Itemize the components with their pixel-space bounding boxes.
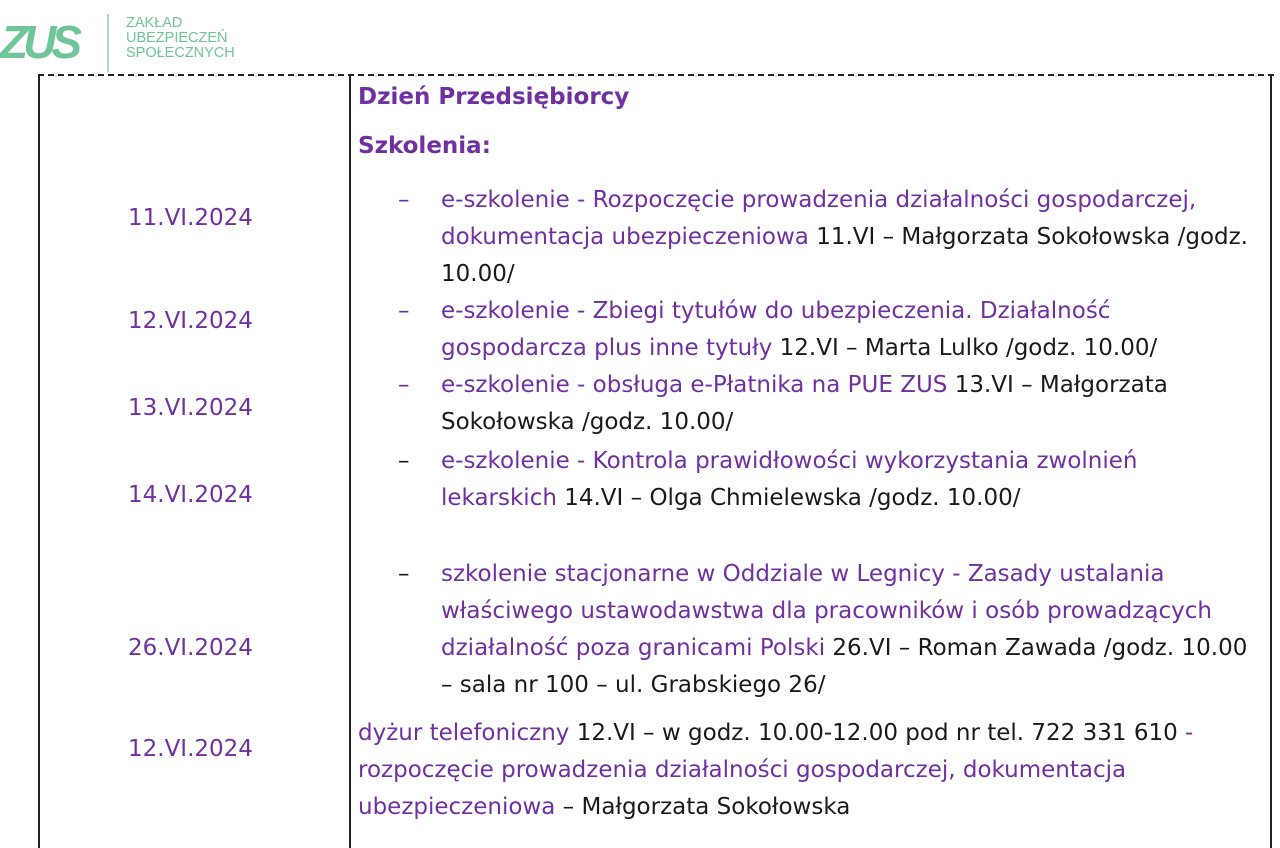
dash-bullet: – xyxy=(398,448,410,474)
section-subtitle: Szkolenia: xyxy=(358,133,491,159)
zus-logo-text xyxy=(126,16,235,61)
date-cell: 11.VI.2024 xyxy=(128,205,253,231)
phone-duty-details: 12.VI – w godz. 10.00-12.00 pod nr tel. 722 331 610 xyxy=(569,720,1186,746)
dash-bullet: – xyxy=(398,372,410,398)
phone-duty-label: dyżur telefoniczny xyxy=(358,720,570,746)
training-item xyxy=(398,182,1258,293)
training-topic: e-szkolenie - obsługa e-Płatnika na PUE ZUS xyxy=(441,372,948,398)
table-top-border xyxy=(38,74,1274,76)
logo-line-1: ZAKŁAD xyxy=(126,15,183,31)
training-item xyxy=(398,443,1258,517)
training-details: 13.VI – Małgorzata Sokołowska /godz. 10.00/ xyxy=(441,372,1168,435)
dash-bullet: – xyxy=(398,561,410,587)
date-cell: 12.VI.2024 xyxy=(128,736,253,762)
date-cell: 14.VI.2024 xyxy=(128,482,253,508)
header xyxy=(0,0,1280,74)
training-details: 14.VI – Olga Chmielewska /godz. 10.00/ xyxy=(556,485,1021,511)
training-topic: e-szkolenie - Rozpoczęcie prowadzenia działalności gospodarczej, dokumentacja ubezpieczeniowa xyxy=(441,187,1197,250)
logo-line-2: UBEZPIECZEŃ xyxy=(126,30,228,46)
training-details: 11.VI – Małgorzata Sokołowska /godz. 10.00/ xyxy=(441,224,1248,287)
training-details: 12.VI – Marta Lulko /godz. 10.00/ xyxy=(772,335,1158,361)
logo-line-3: SPOŁECZNYCH xyxy=(126,45,235,61)
table-column-divider xyxy=(349,74,351,848)
table-right-border xyxy=(1270,74,1272,848)
date-cell: 12.VI.2024 xyxy=(128,308,253,334)
training-item xyxy=(398,293,1258,367)
training-topic: e-szkolenie - Zbiegi tytułów do ubezpieczenia. Działalność gospodarcza plus inne tytuły xyxy=(441,298,1111,361)
training-details: 26.VI – Roman Zawada /godz. 10.00 – sala nr 100 – ul. Grabskiego 26/ xyxy=(441,635,1248,698)
training-topic: e-szkolenie - Kontrola prawidłowości wykorzystania zwolnień lekarskich xyxy=(441,448,1138,511)
table-left-border xyxy=(38,74,40,848)
dash-bullet: – xyxy=(398,298,410,324)
date-cell: 13.VI.2024 xyxy=(128,395,253,421)
phone-duty-person: – Małgorzata Sokołowska xyxy=(562,794,851,820)
phone-duty xyxy=(358,715,1253,826)
training-item xyxy=(398,367,1258,441)
training-item xyxy=(398,556,1258,704)
zus-logo-mark: ZUS xyxy=(0,16,77,68)
training-topic: szkolenie stacjonarne w Oddziale w Legnicy - Zasady ustalania właściwego ustawodawstwa dla pracowników i osób prowadzących działalność poza granicami Polski xyxy=(441,561,1212,661)
phone-duty-topic: - rozpoczęcie prowadzenia działalności gospodarczej, dokumentacja ubezpieczeniowa xyxy=(358,720,1194,820)
section-title: Dzień Przedsiębiorcy xyxy=(358,84,630,110)
dash-bullet: – xyxy=(398,187,410,213)
logo-separator xyxy=(107,14,109,72)
date-cell: 26.VI.2024 xyxy=(128,635,253,661)
